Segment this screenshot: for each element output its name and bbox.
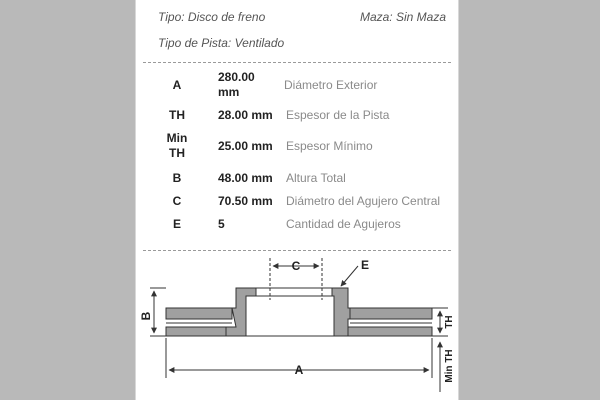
spec-code: Min TH bbox=[166, 131, 188, 160]
spec-code: B bbox=[172, 171, 182, 185]
dimension-label-b: B bbox=[139, 311, 153, 321]
dimension-label-th: TH bbox=[444, 315, 455, 329]
spec-value: 28.00 mm bbox=[218, 108, 273, 122]
brake-disc-cross-section-diagram bbox=[136, 0, 458, 400]
spec-code: A bbox=[172, 77, 182, 92]
spec-code: E bbox=[172, 217, 181, 231]
dimension-e bbox=[341, 258, 369, 286]
hub-label: Maza: Sin Maza bbox=[359, 10, 446, 24]
spec-value: 48.00 mm bbox=[218, 171, 273, 185]
dimension-a bbox=[166, 338, 432, 378]
dimension-b bbox=[139, 288, 166, 336]
spec-code: TH bbox=[169, 108, 185, 122]
spec-description: Altura Total bbox=[286, 171, 346, 185]
track-type-label: Tipo de Pista: Ventilado bbox=[158, 36, 285, 50]
dimension-c bbox=[273, 259, 319, 273]
product-spec-sheet bbox=[136, 0, 458, 400]
spec-description: Espesor de la Pista bbox=[286, 108, 390, 122]
spec-value: 5 bbox=[218, 217, 225, 231]
dimension-label-c: C bbox=[291, 259, 301, 273]
disc-profile bbox=[166, 288, 432, 336]
spec-code: C bbox=[172, 194, 182, 208]
type-label: Tipo: Disco de freno bbox=[158, 10, 266, 24]
dimension-th bbox=[432, 308, 455, 336]
hat-top bbox=[246, 288, 334, 336]
dimension-label-min-th: Min TH bbox=[444, 349, 455, 383]
dimension-min-th bbox=[440, 342, 455, 392]
spec-value: 280.00 mm bbox=[218, 70, 255, 99]
spec-description: Diámetro Exterior bbox=[284, 77, 378, 92]
spec-value: 70.50 mm bbox=[218, 194, 273, 208]
dimension-label-e: E bbox=[361, 258, 370, 272]
spec-value: 25.00 mm bbox=[218, 138, 273, 153]
spec-description: Cantidad de Agujeros bbox=[286, 217, 401, 231]
dimension-label-a: A bbox=[294, 363, 304, 377]
spec-description: Espesor Mínimo bbox=[286, 138, 373, 153]
spec-description: Diámetro del Agujero Central bbox=[286, 194, 441, 208]
